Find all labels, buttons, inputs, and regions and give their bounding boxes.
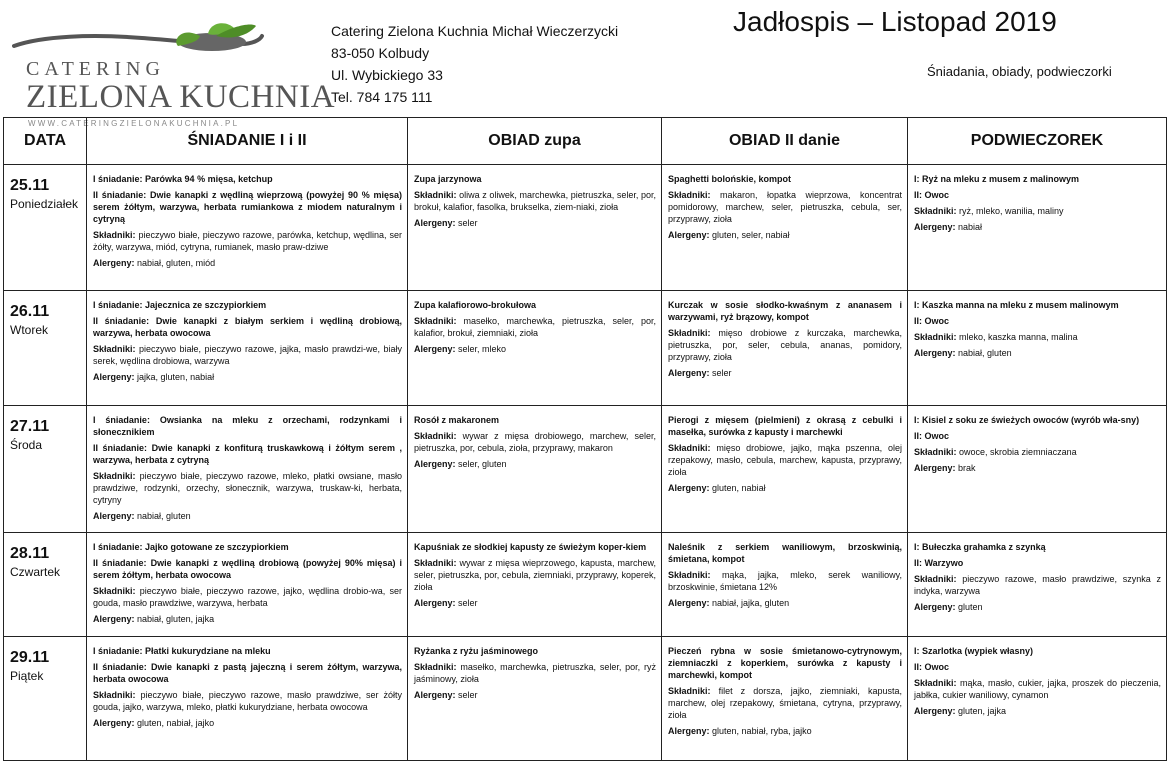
snack-second: II: Owoc (914, 662, 950, 672)
column-header-breakfast: ŚNIADANIE I i II (87, 118, 408, 165)
main-cell (662, 291, 908, 406)
column-header-date: DATA (4, 118, 87, 165)
snack-ingredients: Składniki: mleko, kaszka manna, malina (914, 332, 1078, 342)
main-allergens: Alergeny: nabiał, jajka, gluten (668, 598, 790, 608)
page-subtitle: Śniadania, obiady, podwieczorki (927, 64, 1112, 79)
company-info (331, 20, 618, 108)
soup-name: Ryżanka z ryżu jaśminowego (414, 646, 539, 656)
breakfast-ingredients: Składniki: pieczywo białe, pieczywo razowe, jajka, masło prawdzi-we, biały serek, wędlina drobiowa, warzywa (93, 344, 402, 366)
breakfast-allergens: Alergeny: gluten, nabiał, jajko (93, 718, 215, 728)
main-cell (662, 533, 908, 637)
breakfast-allergens: Alergeny: nabiał, gluten (93, 511, 191, 521)
column-header-soup: OBIAD zupa (408, 118, 662, 165)
date-cell (4, 406, 87, 533)
snack-cell (908, 406, 1167, 533)
table-row (4, 637, 1167, 761)
soup-name: Kapuśniak ze słodkiej kapusty ze świeżym koper-kiem (414, 542, 647, 552)
breakfast-first: I śniadanie: Jajecznica ze szczypiorkiem (93, 300, 267, 310)
logo (12, 22, 336, 128)
date: 29.11 (10, 649, 50, 666)
soup-ingredients: Składniki: wywar z mięsa drobiowego, marchew, seler, pietruszka, por, cebula, zioła, przyprawy, makaron (414, 431, 656, 453)
snack-second: II: Warzywo (914, 558, 964, 568)
snack-ingredients: Składniki: pieczywo razowe, masło prawdziwe, szynka z indyka, warzywa (914, 574, 1161, 596)
snack-allergens: Alergeny: gluten (914, 602, 983, 612)
date-cell (4, 291, 87, 406)
soup-allergens: Alergeny: seler, mleko (414, 344, 507, 354)
snack-first: I: Ryż na mleku z musem z malinowym (914, 174, 1080, 184)
snack-allergens: Alergeny: brak (914, 463, 976, 473)
soup-cell (408, 533, 662, 637)
breakfast-ingredients: Składniki: pieczywo białe, pieczywo razowe, masło prawdziwe, ser żółty gouda, jajko, warzywa, mleko, płatki kukurydziane, herbata owocowa (93, 690, 402, 712)
breakfast-cell (87, 637, 408, 761)
menu-table (3, 117, 1167, 761)
breakfast-first: I śniadanie: Owsianka na mleku z orzechami, rodzynkami i słonecznikiem (93, 415, 402, 437)
main-name: Spaghetti bolońskie, kompot (668, 174, 792, 184)
soup-allergens: Alergeny: seler (414, 598, 478, 608)
date: 26.11 (10, 303, 50, 320)
main-cell (662, 165, 908, 291)
table-row (4, 291, 1167, 406)
main-name: Kurczak w sosie słodko-kwaśnym z ananasem i warzywami, ryż brązowy, kompot (668, 300, 902, 322)
snack-allergens: Alergeny: nabiał (914, 222, 983, 232)
breakfast-second: II śniadanie: Dwie kanapki z wędliną drobiową (powyżej 90% mięsa) i serem żółtym, herbata owocowa (93, 558, 402, 580)
date: 27.11 (10, 418, 50, 435)
soup-cell (408, 406, 662, 533)
breakfast-first: I śniadanie: Płatki kukurydziane na mleku (93, 646, 271, 656)
soup-allergens: Alergeny: seler (414, 690, 478, 700)
main-ingredients: Składniki: filet z dorsza, jajko, ziemniaki, kapusta, marchew, olej rzepakowy, śmietana, cytryna, przyprawy, zioła (668, 686, 902, 720)
header-row (4, 118, 1167, 165)
breakfast-cell (87, 165, 408, 291)
weekday: Wtorek (10, 323, 49, 337)
main-allergens: Alergeny: gluten, nabiał, ryba, jajko (668, 726, 812, 736)
date-cell (4, 637, 87, 761)
breakfast-ingredients: Składniki: pieczywo białe, pieczywo razowe, parówka, ketchup, wędlina, ser żółty, warzywa, miód, cytryna, rumianek, masło praw-dziwe (93, 230, 402, 252)
snack-cell (908, 291, 1167, 406)
weekday: Czwartek (10, 565, 61, 579)
company-name: Catering Zielona Kuchnia Michał Wieczerzycki (331, 23, 619, 39)
breakfast-ingredients: Składniki: pieczywo białe, pieczywo razowe, jajko, wędlina drobio-wa, ser gouda, masło prawdziwe, warzywa, herbata (93, 586, 402, 608)
snack-cell (908, 637, 1167, 761)
breakfast-second: II śniadanie: Dwie kanapki z pastą jajeczną i serem żółtym, warzywa, herbata owocowa (93, 662, 402, 684)
column-header-main: OBIAD II danie (662, 118, 908, 165)
soup-ingredients: Składniki: masełko, marchewka, pietruszka, seler, por, ryż jaśminowy, zioła (414, 662, 656, 684)
main-ingredients: Składniki: mięso drobiowe z kurczaka, marchewka, pietruszka, por, seler, cebula, ananas, pomidory, przyprawy, zioła (668, 328, 902, 362)
breakfast-second: II śniadanie: Dwie kanapki z konfiturą truskawkową i żółtym serem , warzywa, herbata z cytryną (93, 443, 402, 465)
page-title: Jadłospis – Listopad 2019 (733, 6, 1057, 37)
snack-first: I: Kisiel z soku ze świeżych owoców (wyrób wła-sny) (914, 415, 1140, 425)
table-row (4, 406, 1167, 533)
snack-ingredients: Składniki: ryż, mleko, wanilia, maliny (914, 206, 1064, 216)
snack-ingredients: Składniki: mąka, masło, cukier, jajka, proszek do pieczenia, jabłka, cukier waniliowy, cynamon (914, 678, 1161, 700)
breakfast-ingredients: Składniki: pieczywo białe, pieczywo razowe, mleko, płatki owsiane, masło prawdziwe, rodzynki, orzechy, słonecznik, warzywa, truskaw-ki, herbata, cytryny (93, 471, 402, 505)
main-ingredients: Składniki: mąka, jajka, mleko, serek waniliowy, brzoskwinie, śmietana 12% (668, 570, 902, 592)
main-allergens: Alergeny: gluten, seler, nabiał (668, 230, 790, 240)
table-row (4, 533, 1167, 637)
snack-first: I: Bułeczka grahamka z szynką (914, 542, 1046, 552)
breakfast-first: I śniadanie: Parówka 94 % mięsa, ketchup (93, 174, 273, 184)
soup-name: Zupa jarzynowa (414, 174, 482, 184)
soup-cell (408, 291, 662, 406)
snack-first: I: Kaszka manna na mleku z musem malinowym (914, 300, 1119, 310)
breakfast-cell (87, 291, 408, 406)
snack-cell (908, 165, 1167, 291)
breakfast-first: I śniadanie: Jajko gotowane ze szczypiorkiem (93, 542, 289, 552)
soup-name: Rosół z makaronem (414, 415, 500, 425)
table-row (4, 165, 1167, 291)
breakfast-allergens: Alergeny: nabiał, gluten, jajka (93, 614, 215, 624)
main-cell (662, 637, 908, 761)
snack-allergens: Alergeny: nabiał, gluten (914, 348, 1012, 358)
main-name: Naleśnik z serkiem waniliowym, brzoskwinią, śmietana, kompot (668, 542, 902, 564)
date: 25.11 (10, 177, 50, 194)
logo-text-url: WWW.CATERINGZIELONAKUCHNIA.PL (28, 119, 240, 128)
company-postal: 83-050 Kolbudy (331, 45, 430, 61)
main-ingredients: Składniki: mięso drobiowe, jajko, mąka pszenna, olej rzepakowy, masło, cebula, marchew, kapusta, przyprawy, zioła (668, 443, 902, 477)
soup-allergens: Alergeny: seler (414, 218, 478, 228)
snack-allergens: Alergeny: gluten, jajka (914, 706, 1007, 716)
soup-ingredients: Składniki: oliwa z oliwek, marchewka, pietruszka, seler, por, brokuł, kalafior, fasolka, brukselka, ziem-niaki, zioła (414, 190, 656, 212)
snack-second: II: Owoc (914, 431, 950, 441)
weekday: Poniedziałek (10, 197, 79, 211)
soup-cell (408, 637, 662, 761)
soup-allergens: Alergeny: seler, gluten (414, 459, 507, 469)
weekday: Piątek (10, 669, 44, 683)
main-allergens: Alergeny: seler (668, 368, 732, 378)
date: 28.11 (10, 545, 50, 562)
snack-first: I: Szarlotka (wypiek własny) (914, 646, 1034, 656)
breakfast-cell (87, 533, 408, 637)
main-allergens: Alergeny: gluten, nabiał (668, 483, 766, 493)
main-ingredients: Składniki: makaron, łopatka wieprzowa, koncentrat pomidorowy, marchew, seler, pietruszka, cebula, ser, przyprawy, zioła (668, 190, 902, 224)
breakfast-second: II śniadanie: Dwie kanapki z białym serkiem i wędliną drobiową, warzywa, herbata owocowa (93, 316, 402, 338)
breakfast-cell (87, 406, 408, 533)
company-street: Ul. Wybickiego 33 (331, 67, 443, 83)
soup-ingredients: Składniki: masełko, marchewka, pietruszka, seler, por, kalafior, brokuł, ziemniaki, zioła (414, 316, 656, 338)
column-header-snack: PODWIECZOREK (908, 118, 1167, 165)
weekday: Środa (10, 438, 43, 452)
soup-cell (408, 165, 662, 291)
logo-text-catering: CATERING (26, 58, 165, 80)
breakfast-allergens: Alergeny: jajka, gluten, nabiał (93, 372, 215, 382)
snack-ingredients: Składniki: owoce, skrobia ziemniaczana (914, 447, 1077, 457)
date-cell (4, 533, 87, 637)
company-phone: Tel. 784 175 111 (331, 89, 433, 105)
date-cell (4, 165, 87, 291)
snack-cell (908, 533, 1167, 637)
main-cell (662, 406, 908, 533)
leaf-spoon-icon (12, 22, 272, 62)
snack-second: II: Owoc (914, 190, 950, 200)
main-name: Pierogi z mięsem (pielmieni) z okrasą z cebulki i masełka, surówka z kapusty i marchewki (668, 415, 902, 437)
logo-text-name: ZIELONA KUCHNIA (26, 79, 336, 115)
soup-name: Zupa kalafiorowo-brokułowa (414, 300, 537, 310)
breakfast-second: II śniadanie: Dwie kanapki z wędliną wieprzową (powyżej 90 % mięsa) serem żółtym, warzywa, herbata rumiankowa z miodem naturalnym i cytryną (93, 190, 403, 224)
soup-ingredients: Składniki: wywar z mięsa wieprzowego, kapusta, marchew, seler, pietruszka, por, cebula, ziemniaki, przyprawy, koperek, zioła (414, 558, 656, 592)
main-name: Pieczeń rybna w sosie śmietanowo-cytrynowym, ziemniaczki z koperkiem, surówka z kapusty i marchewki, kompot (668, 646, 902, 680)
snack-second: II: Owoc (914, 316, 950, 326)
breakfast-allergens: Alergeny: nabiał, gluten, miód (93, 258, 216, 268)
